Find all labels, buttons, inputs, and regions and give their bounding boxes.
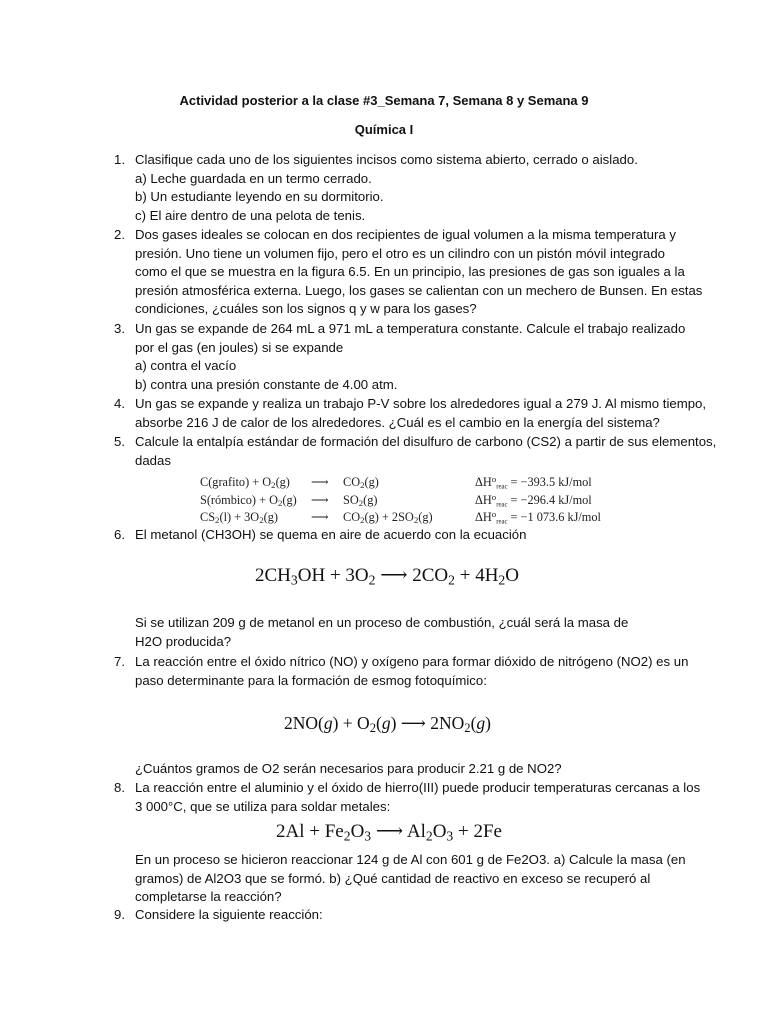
question-text: La reacción entre el óxido nítrico (NO) y oxígeno para formar dióxido de nitrógeno (NO2) es un (135, 654, 689, 669)
question-text: Un gas se expande y realiza un trabajo P-V sobre los alrededores igual a 279 J. Al mismo tiempo, (135, 396, 707, 411)
question-text: condiciones, ¿cuáles son los signos q y w para los gases? (135, 301, 477, 317)
question-number: 7. (114, 654, 125, 669)
question-text: La reacción entre el aluminio y el óxido de hierro(III) puede producir temperaturas cercanas a los (135, 780, 701, 795)
question-text: Dos gases ideales se colocan en dos recipientes de igual volumen a la misma temperatura y (135, 227, 676, 242)
question-text: paso determinante para la formación de esmog fotoquímico: (135, 672, 487, 688)
question-option: b) contra una presión constante de 4.00 atm. (135, 376, 398, 392)
question-number: 2. (114, 227, 125, 242)
question-text: ¿Cuántos gramos de O2 serán necesarios para producir 2.21 g de NO2? (135, 761, 562, 776)
reaction-arrow: ⟶ (311, 492, 329, 507)
question-text: como el que se muestra en la figura 6.5. En un principio, las presiones de gas son iguales a la (135, 264, 685, 280)
question-number: 6. (114, 527, 125, 542)
question-text: por el gas (en joules) si se expande (135, 339, 344, 355)
question-text: Clasifique cada uno de los siguientes incisos como sistema abierto, cerrado o aislado. (135, 152, 638, 167)
question-text: presión atmosférica externa. Luego, los gases se calientan con un mechero de Bunsen. En estas (135, 282, 703, 298)
document-subtitle: Química I (354, 122, 414, 137)
question-option: a) Leche guardada en un termo cerrado. (135, 170, 372, 186)
question-text: H2O producida? (135, 633, 232, 649)
question-text: completarse la reacción? (135, 889, 282, 905)
reaction-arrow: ⟶ (311, 510, 329, 524)
document-page: Actividad posterior a la clase #3_Semana 7, Semana 8 y Semana 9 Química I 1. Clasifique cada uno de los siguientes incisos como sistema abierto, cerrado o aislado. a) Leche guardada en un termo cerrado. b) Un estudiante leyendo en su dormitorio. c) El aire dentro de una pelota de tenis. 2. Dos gases ideales se colocan en dos recipientes de igual volumen a la misma temperatura y presión. Uno tiene un volumen fijo, pero el otro es un cilindro con un pistón móvil integrado como el que se muestra en la figura 6.5. En un principio, las presiones de gas son iguales a la presión atmosférica externa. Luego, los gases se calientan con un mechero de Bunsen. En estas condiciones, ¿cuáles son los signos q y w para los gases? 3. Un gas se expande de 264 mL a 971 mL a temperatura constante. Calcule el trabajo realizado por el gas (en joules) si se expande a) contra el vacío b) contra una presión constante de 4.00 atm. 4. Un gas se expande y realiza un trabajo P-V sobre los alrededores igual a 279 J. Al mismo tiempo, absorbe 216 J de calor de los alrededores. ¿Cuál es el cambio en la energía del sistema? 5. Calcule la entalpía estándar de formación del disulfuro de carbono (CS2) a partir de sus elementos, dadas C(grafito) + $O_2(g)$ ⟶ $CO_2(g)$ $\Delta H^o_{reac} = -393.5$ kJ/mol S(rómbico) + $O_2(g)$ ⟶ $SO_2(g)$ $\Delta H^o_{reac} = -296.4$ kJ/mol $CS_2(l) + 3O_2(g)$ ⟶ $CO_2(g) + 2SO_2(g)$ $\Delta H^o_{reac} = -1$ 073.6 kJ/mol 6. El metanol (CH3OH) se quema en aire de acuerdo con la ecuación $2CH_3OH + 3O_2$ ⟶ $2CO_2 + 4H_2O$ Si se utilizan 209 g de metanol en un proceso de combustión, ¿cuál será la masa de H2O producida? 7. La reacción entre el óxido nítrico (NO) y oxígeno para formar dióxido de nitrógeno (NO2) es un paso determinante para la formación de esmog fotoquímico: $2NO(g) + O_2(g)$ ⟶ $2NO_2(g)$ ¿Cuántos gramos de O2 serán necesarios para producir 2.21 g de NO2? 8. La reacción entre el aluminio y el óxido de hierro(III) puede producir temperaturas cercanas a los 3 000°C, que se utiliza para soldar metales: $2Al + Fe_2O_3$ ⟶ $Al_2O_3 + 2Fe$ En un proceso se hicieron reaccionar 124 g de Al con 601 g de Fe2O3. a) Calcule la masa (en gramos) de Al2O3 que se formó. b) ¿Qué cantidad de reactivo en exceso se recuperó al completarse la reacción? 9. Considere la siguiente reacción: (0, 0, 768, 1024)
question-number: 9. (114, 907, 125, 922)
question-text: Un gas se expande de 264 mL a 971 mL a temperatura constante. Calcule el trabajo realizado (135, 321, 686, 336)
question-option: c) El aire dentro de una pelota de tenis. (135, 207, 366, 223)
question-text: dadas (135, 452, 171, 468)
question-text: Calcule la entalpía estándar de formación del disulfuro de carbono (CS2) a partir de sus elementos, (135, 434, 717, 449)
question-text: absorbe 216 J de calor de los alrededores. ¿Cuál es el cambio en la energía del sistema? (135, 414, 660, 430)
reaction-arrow: ⟶ (311, 475, 329, 489)
question-text: El metanol (CH3OH) se quema en aire de acuerdo con la ecuación (135, 527, 527, 542)
question-number: 1. (114, 152, 125, 167)
question-number: 8. (114, 780, 125, 795)
nitric-oxide-equation: $2NO(g) + O_2(g)$ ⟶ $2NO_2(g)$ (284, 713, 491, 736)
question-text: En un proceso se hicieron reaccionar 124 g de Al con 601 g de Fe2O3. a) Calcule la masa (en (135, 852, 686, 867)
document-title: Actividad posterior a la clase #3_Semana 7, Semana 8 y Semana 9 (179, 93, 589, 108)
question-option: b) Un estudiante leyendo en su dormitorio. (135, 189, 384, 205)
question-text: gramos) de Al2O3 que se formó. b) ¿Qué cantidad de reactivo en exceso se recuperó al (135, 870, 651, 886)
question-option: a) contra el vacío (135, 358, 237, 374)
question-number: 4. (114, 396, 125, 411)
thermite-equation: $2Al + Fe_2O_3$ ⟶ $Al_2O_3 + 2Fe$ (276, 821, 502, 844)
methanol-combustion-equation: $2CH_3OH + 3O_2$ ⟶ $2CO_2 + 4H_2O$ (255, 565, 519, 588)
question-text: presión. Uno tiene un volumen fijo, pero el otro es un cilindro con un pistón móvil integrado (135, 245, 666, 261)
question-text: Si se utilizan 209 g de metanol en un proceso de combustión, ¿cuál será la masa de (135, 615, 629, 630)
question-text: Considere la siguiente reacción: (135, 907, 323, 922)
question-number: 3. (114, 321, 125, 336)
question-text: 3 000°C, que se utiliza para soldar metales: (135, 798, 391, 814)
question-number: 5. (114, 434, 125, 449)
